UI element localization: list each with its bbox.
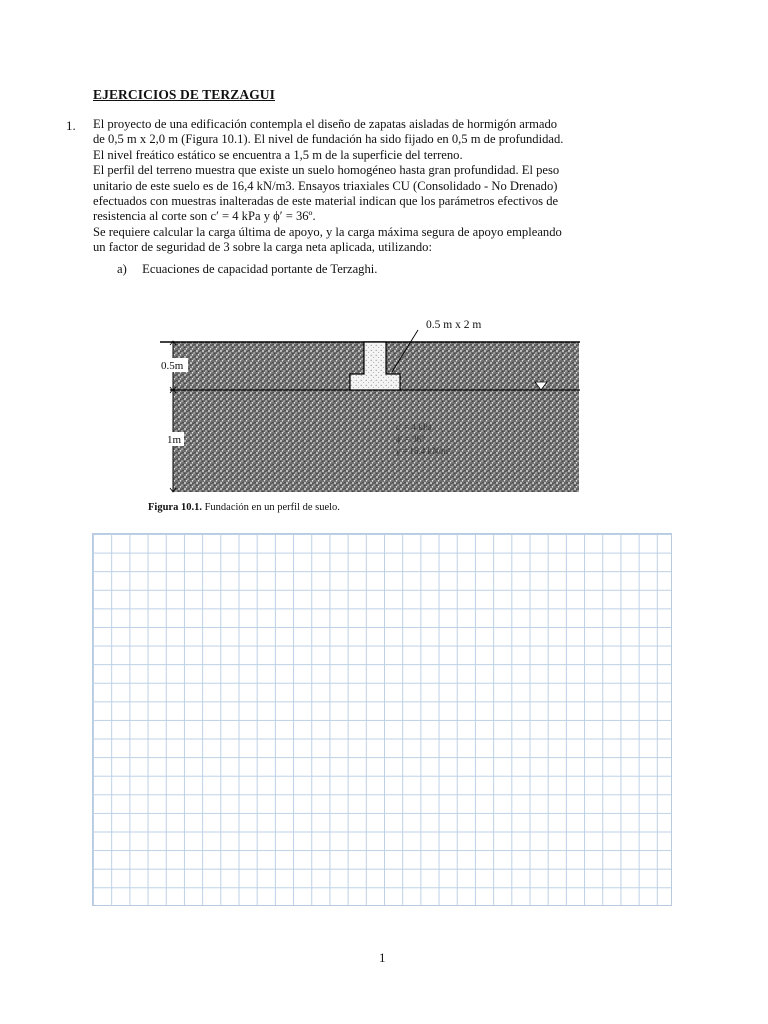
statement-line: El proyecto de una edificación contempla el diseño de zapatas aisladas de hormigón armado [93, 117, 558, 131]
statement-line: El nivel freático estático se encuentra a 1,5 m de la superficie del terreno. [93, 147, 463, 162]
statement-line: unitario de este suelo es de 16,4 kN/m3. Ensayos triaxiales CU (Consolidado - No Drenado) [93, 178, 558, 193]
soil-property-c: c′ = 4 kPa [396, 422, 432, 432]
figure-caption-number: Figura 10.1. [148, 502, 202, 513]
statement-line: resistencia al corte son c′ = 4 kPa y ϕ′ = 36º. [93, 209, 316, 224]
exercise-statement [93, 117, 633, 256]
statement-line: de 0,5 m x 2,0 m (Figura 10.1). El nivel de fundación ha sido fijado en 0,5 m de profundidad. [93, 132, 564, 147]
depth-label-1m: 1m [167, 434, 182, 446]
page-number: 1 [379, 950, 386, 965]
sub-item-a [117, 262, 377, 277]
foundation-figure [160, 314, 580, 494]
statement-line: Se requiere calcular la carga última de apoyo, y la carga máxima segura de apoyo empleando [93, 224, 562, 239]
footing-dimension-label: 0.5 m x 2 m [426, 319, 482, 331]
figure-caption-text: Fundación en un perfil de suelo. [201, 502, 340, 513]
exercise-title: EJERCICIOS DE TERZAGUI [93, 87, 275, 102]
grid-answer-area [92, 533, 672, 906]
soil-property-gamma: γ = 16.4 kN/m³ [396, 446, 451, 456]
statement-line: efectuados con muestras inalteradas de este material indican que los parámetros efectivos de [93, 194, 559, 209]
statement-line: El perfil del terreno muestra que existe un suelo homogéneo hasta gran profundidad. El peso [93, 163, 560, 178]
sub-item-text: Ecuaciones de capacidad portante de Terzaghi. [142, 262, 378, 276]
soil-property-phi: ϕ′ = 36° [396, 434, 425, 444]
figure-caption [148, 502, 340, 513]
exercise-number: 1. [66, 118, 76, 133]
sub-item-label: a) [117, 262, 127, 276]
depth-label-0-5m: 0.5m [161, 360, 184, 372]
statement-line: un factor de seguridad de 3 sobre la carga neta aplicada, utilizando: [93, 240, 432, 255]
